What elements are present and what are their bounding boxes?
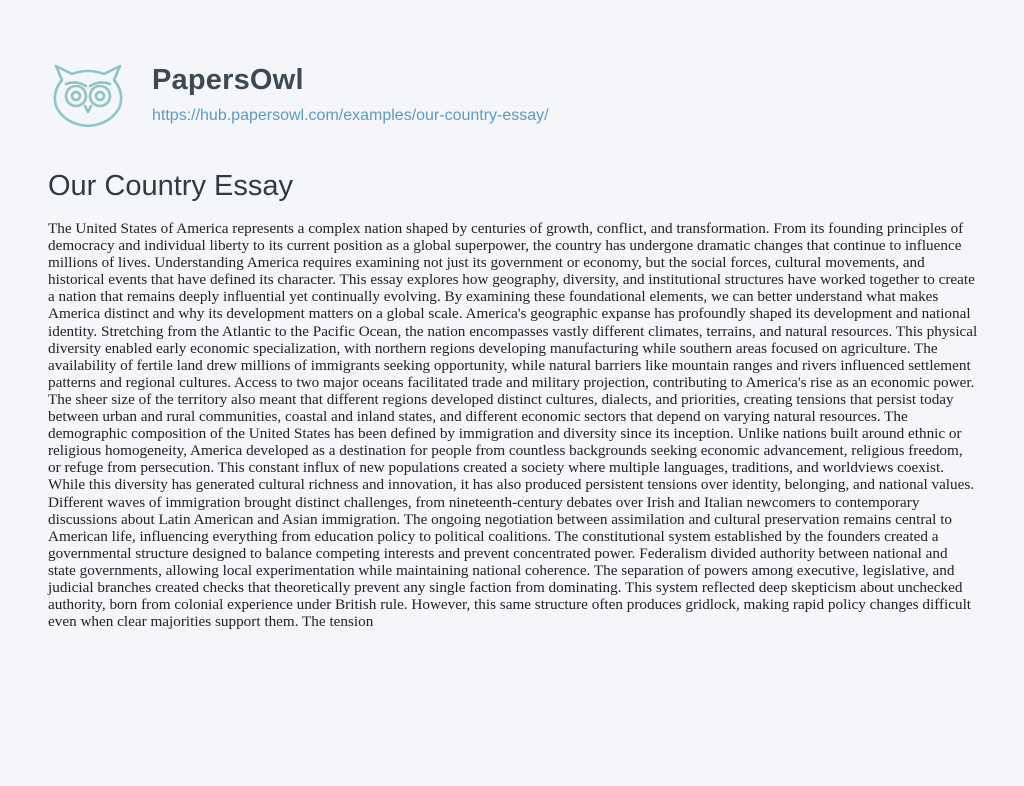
source-url-link[interactable]: https://hub.papersowl.com/examples/our-country-essay/ (152, 107, 549, 124)
brand-name[interactable]: PapersOwl (152, 64, 304, 96)
essay-title: Our Country Essay (48, 170, 293, 202)
essay-body: The United States of America represents a complex nation shaped by centuries of growth, conflict, and transformation. From its founding principles of democracy and individual liberty to its current position as a global superpower, the country has undergone dramatic changes that continue to influence millions of lives. Understanding America requires examining not just its government or economy, but the social forces, cultural movements, and historical events that have defined its character. This essay explores how geography, diversity, and institutional structures have worked together to create a nation that remains deeply influential yet continually evolving. By examining these foundational elements, we can better understand what makes America distinct and why its development matters on a global scale. America's geographic expanse has profoundly shaped its development and national identity. Stretching from the Atlantic to the Pacific Ocean, the nation encompasses vastly different climates, terrains, and natural resources. This physical diversity enabled early economic specialization, with northern regions developing manufacturing while southern areas focused on agriculture. The availability of fertile land drew millions of immigrants seeking opportunity, while natural barriers like mountain ranges and rivers influenced settlement patterns and regional cultures. Access to two major oceans facilitated trade and military projection, contributing to America's rise as an economic power. The sheer size of the territory also meant that different regions developed distinct cultures, dialects, and priorities, creating tensions that persist today between urban and rural communities, coastal and inland states, and different economic sectors that depend on varying natural resources. The demographic composition of the United States has been defined by immigration and diversity since its inception. Unlike nations built around ethnic or religious homogeneity, America developed as a destination for people from countless backgrounds seeking economic advancement, religious freedom, or refuge from persecution. This constant influx of new populations created a society where multiple languages, traditions, and worldviews coexist. While this diversity has generated cultural richness and innovation, it has also produced persistent tensions over identity, belonging, and national values. Different waves of immigration brought distinct challenges, from nineteenth-century debates over Irish and Italian newcomers to contemporary discussions about Latin American and Asian immigration. The ongoing negotiation between assimilation and cultural preservation remains central to American life, influencing everything from education policy to political coalitions. The constitutional system established by the founders created a governmental structure designed to balance competing interests and prevent concentrated power. Federalism divided authority between national and state governments, allowing local experimentation while maintaining national coherence. The separation of powers among executive, legislative, and judicial branches created checks that theoretically prevent any single faction from dominating. This system reflected deep skepticism about unchecked authority, born from colonial experience under British rule. However, this same structure often produces gridlock, making rapid policy changes difficult even when clear majorities support them. The tension (48, 220, 978, 631)
owl-logo-icon (48, 60, 128, 130)
